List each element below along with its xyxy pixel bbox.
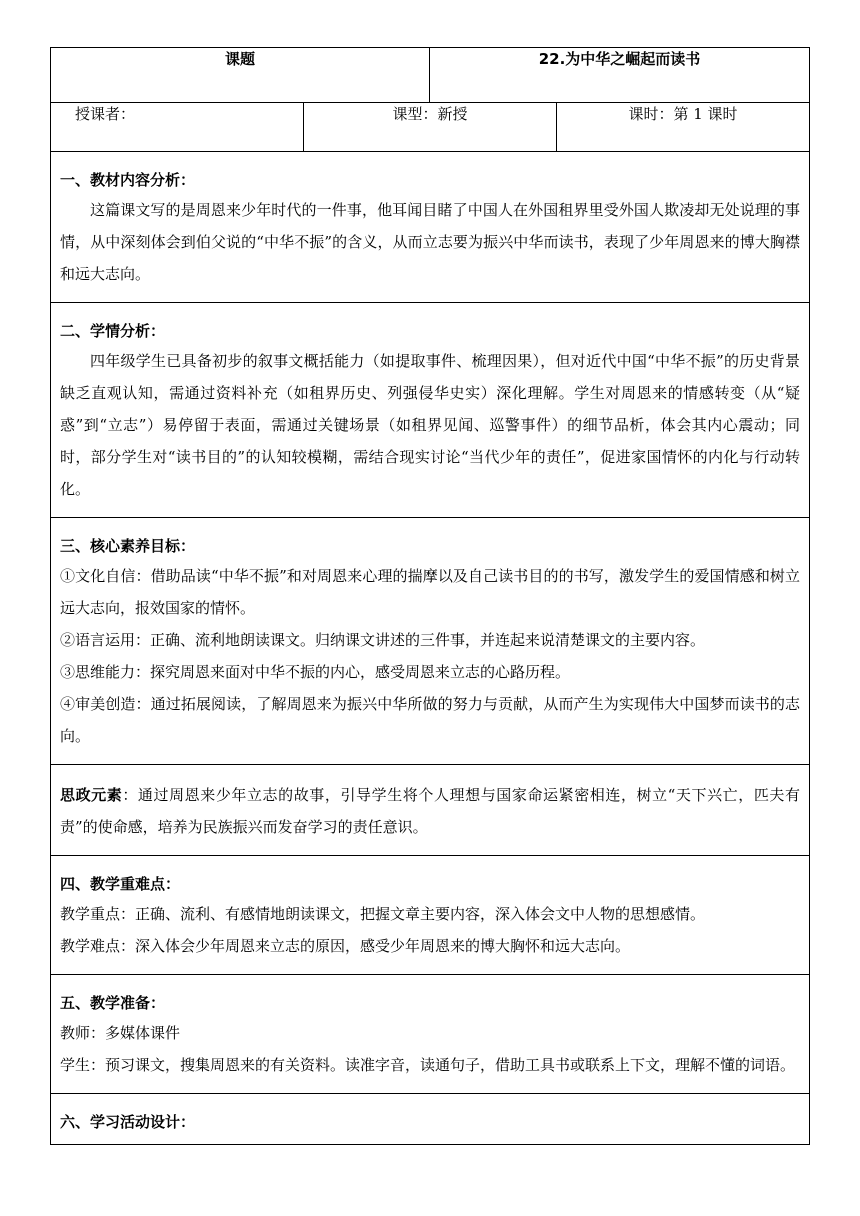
teacher-field: 授课者： bbox=[51, 103, 304, 152]
lesson-period: 课时：第 1 课时 bbox=[557, 103, 810, 152]
topic-label: 课题 bbox=[51, 48, 430, 103]
topic-value: 22.为中华之崛起而读书 bbox=[430, 48, 810, 103]
section-body: 这篇课文写的是周恩来少年时代的一件事，他耳闻目睹了中国人在外国租界里受外国人欺凌却无处说理的事情，从中深刻体会到伯父说的“中华不振”的含义，从而立志要为振兴中华而读书，表现了少年周恩来的博大胸襟和远大志向。 bbox=[60, 201, 801, 283]
section-title: 五、教学准备： bbox=[60, 994, 166, 1012]
preparation-item: 学生：预习课文，搜集周恩来的有关资料。读准字音，读通句子，借助工具书或联系上下文，理解不懂的词语。 bbox=[60, 1056, 796, 1074]
key-point-item: 教学难点：深入体会少年周恩来立志的原因，感受少年周恩来的博大胸怀和远大志向。 bbox=[60, 937, 631, 955]
section-textbook-analysis bbox=[51, 152, 810, 303]
goal-item: ①文化自信：借助品读“中华不振”和对周恩来心理的揣摩以及自己读书目的的书写，激发学生的爱国情感和树立远大志向，报效国家的情怀。 bbox=[60, 567, 801, 617]
goal-item: ②语言运用：正确、流利地朗读课文。归纳课文讲述的三件事，并连起来说清楚课文的主要内容。 bbox=[60, 631, 706, 649]
section-preparation bbox=[51, 975, 810, 1094]
section-activity-design bbox=[51, 1094, 810, 1145]
lesson-plan-table bbox=[50, 47, 810, 1145]
goal-item: ③思维能力：探究周恩来面对中华不振的内心，感受周恩来立志的心路历程。 bbox=[60, 663, 571, 681]
preparation-item: 教师：多媒体课件 bbox=[60, 1024, 181, 1042]
section-title: 六、学习活动设计： bbox=[60, 1113, 196, 1131]
ideology-text: ：通过周恩来少年立志的故事，引导学生将个人理想与国家命运紧密相连，树立“天下兴亡，匹夫有责”的使命感，培养为民族振兴而发奋学习的责任意识。 bbox=[60, 786, 801, 836]
goal-item: ④审美创造：通过拓展阅读，了解周恩来为振兴中华所做的努力与贡献，从而产生为实现伟大中国梦而读书的志向。 bbox=[60, 695, 801, 745]
section-key-points bbox=[51, 856, 810, 975]
section-title: 二、学情分析： bbox=[60, 322, 166, 340]
meta-row bbox=[51, 103, 810, 152]
section-title: 三、核心素养目标： bbox=[60, 537, 196, 555]
section-core-goals bbox=[51, 518, 810, 765]
section-body: 四年级学生已具备初步的叙事文概括能力（如提取事件、梳理因果），但对近代中国“中华不振”的历史背景缺乏直观认知，需通过资料补充（如租界历史、列强侵华史实）深化理解。学生对周恩来的情感转变（从“疑惑”到“立志”）易停留于表面，需通过关键场景（如租界见闻、巡警事件）的细节品析，体会其内心震动；同时，部分学生对“读书目的”的认知较模糊，需结合现实讨论“当代少年的责任”，促进家国情怀的内化与行动转化。 bbox=[60, 352, 801, 498]
key-point-item: 教学重点：正确、流利、有感情地朗读课文，把握文章主要内容，深入体会文中人物的思想感情。 bbox=[60, 905, 706, 923]
lesson-type: 课型：新授 bbox=[304, 103, 557, 152]
section-student-analysis bbox=[51, 303, 810, 518]
section-title: 四、教学重难点： bbox=[60, 875, 181, 893]
lesson-plan-document bbox=[50, 47, 809, 1145]
section-title: 一、教材内容分析： bbox=[60, 171, 196, 189]
section-ideology bbox=[51, 765, 810, 856]
ideology-label: 思政元素 bbox=[60, 786, 123, 804]
title-row bbox=[51, 48, 810, 103]
